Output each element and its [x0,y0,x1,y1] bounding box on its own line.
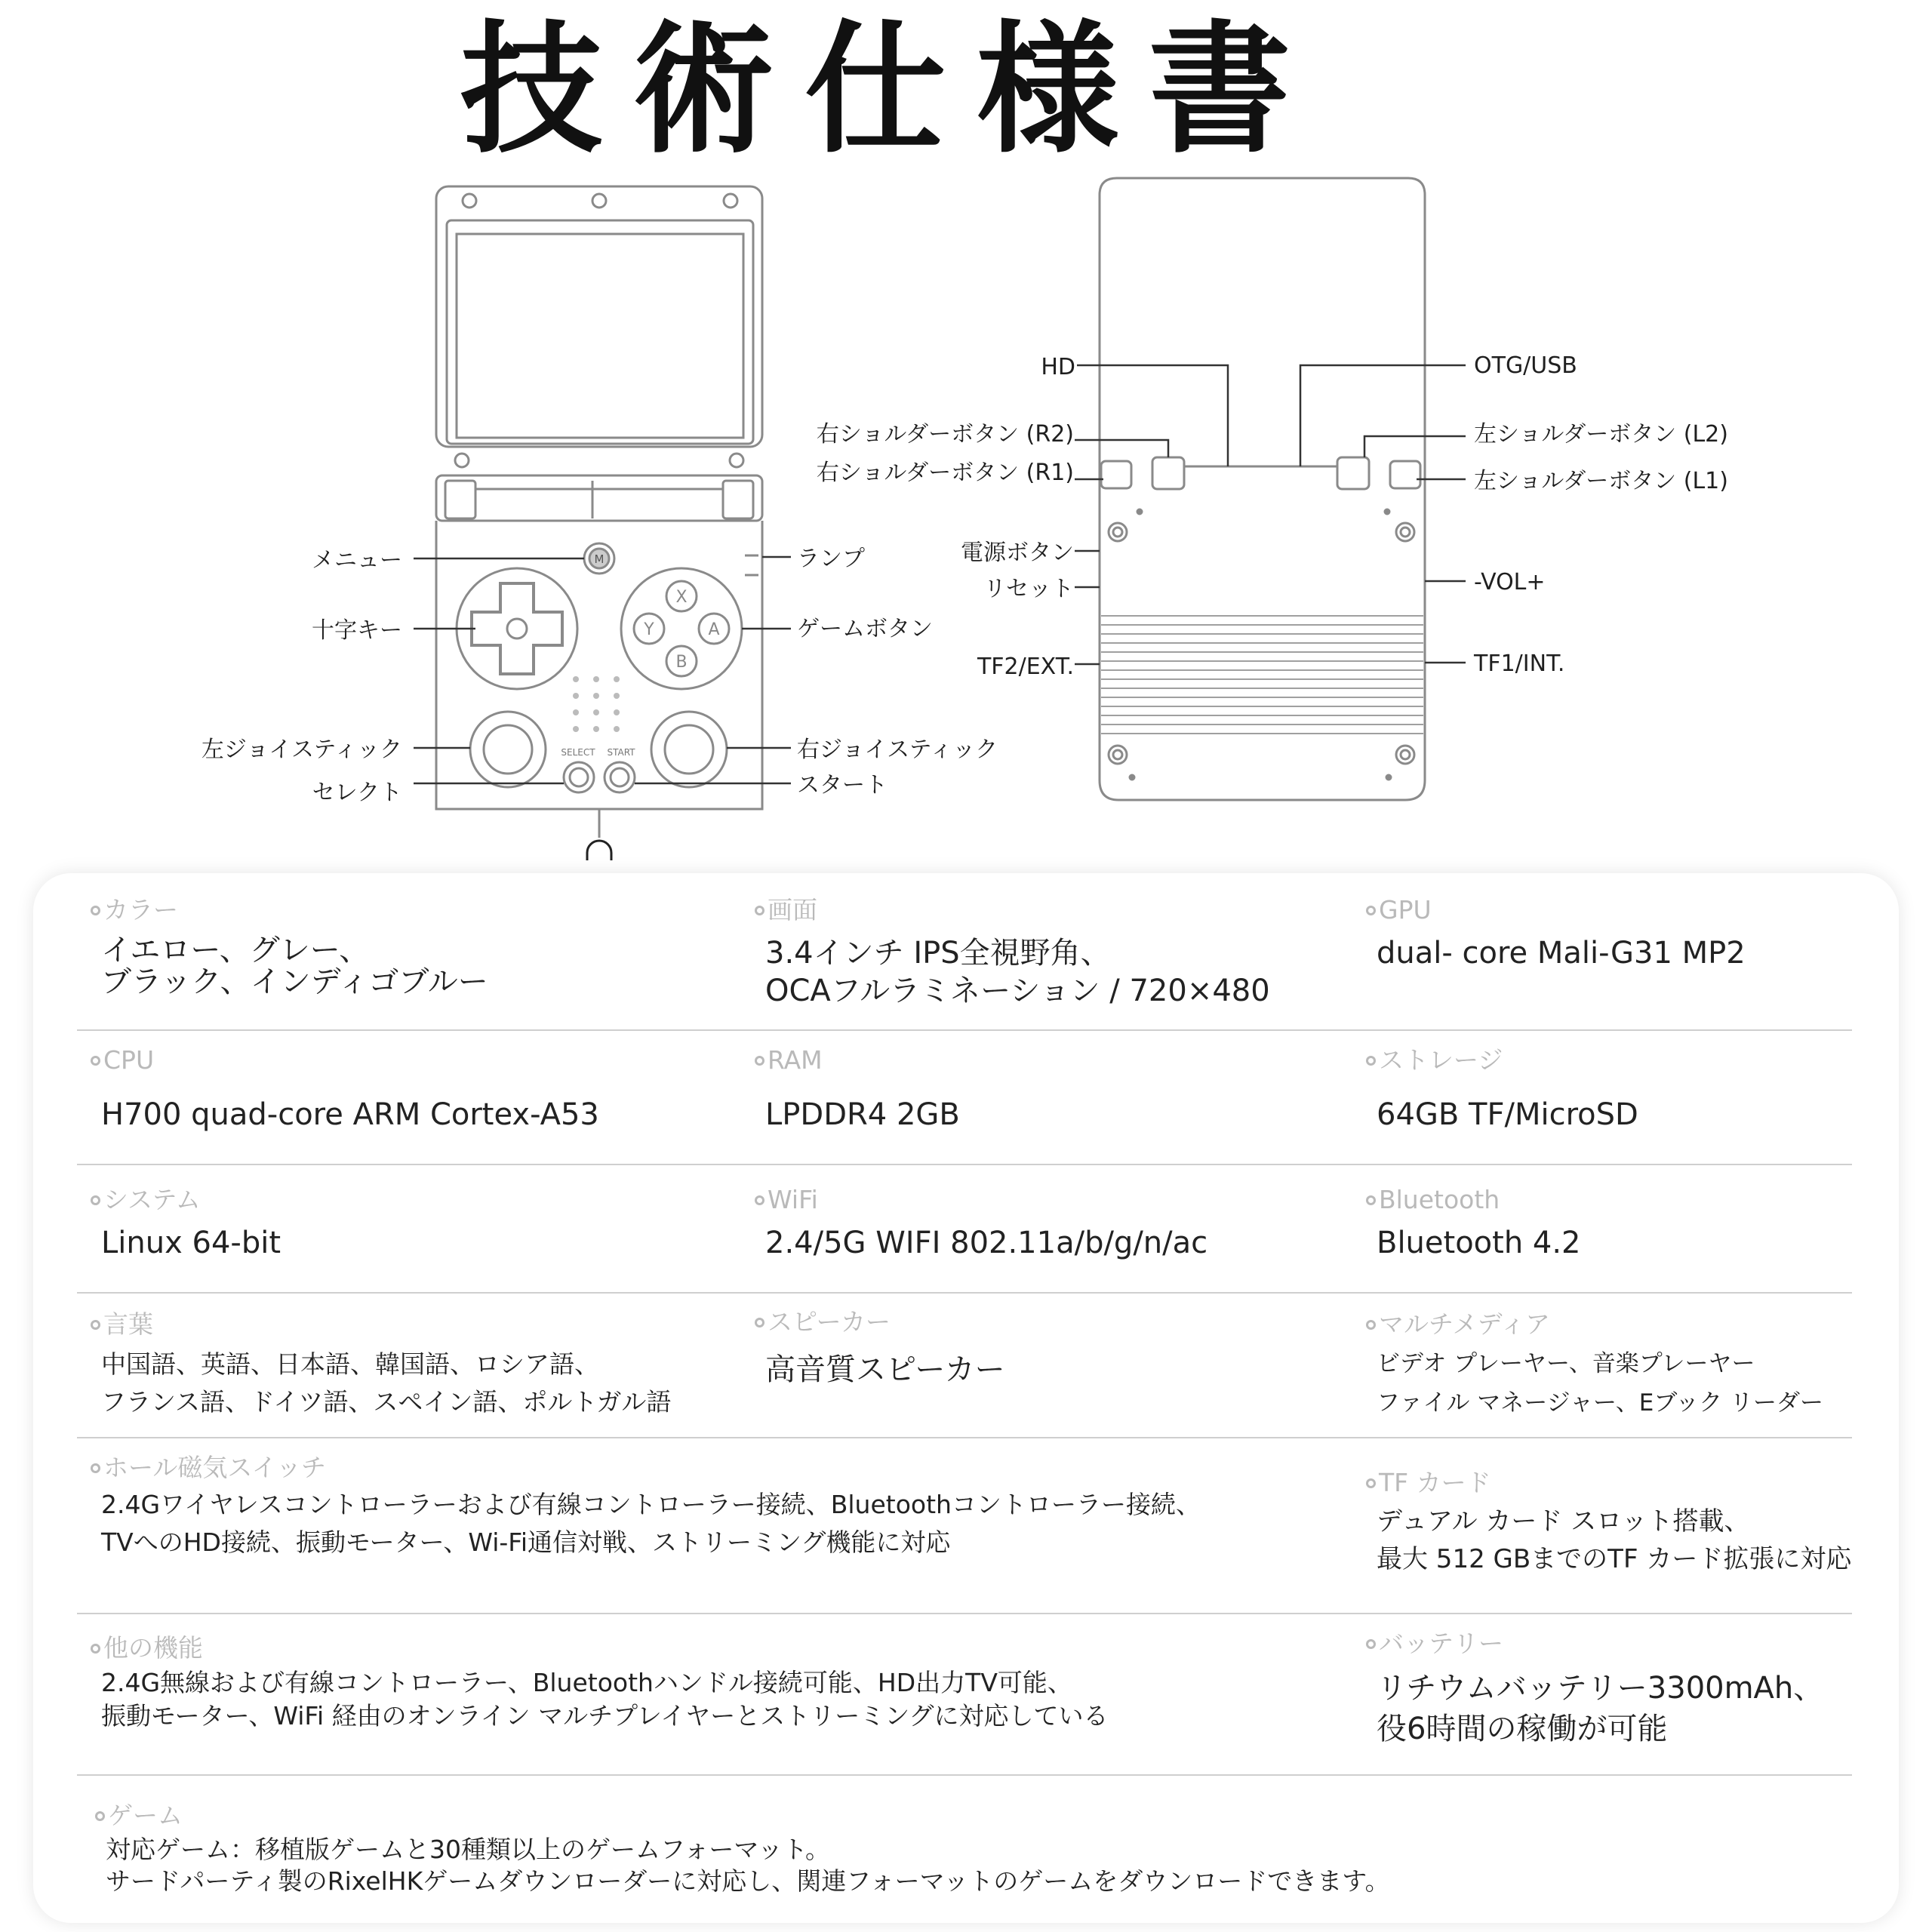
x-button-mark: X [675,588,688,607]
right-stick-label: 右ジョイスティック [797,737,998,763]
spec-speaker [755,1307,1005,1389]
spec-language [91,1309,671,1421]
spec-wifi [755,1185,1208,1262]
power-label: 電源ボタン [961,540,1074,566]
menu-label: メニュー [312,547,402,574]
spec-hall [91,1453,1201,1561]
bullet-icon [1366,1639,1376,1649]
spec-value: リチウムバッテリー3300mAh、 役6時間の稼働が可能 [1377,1671,1824,1746]
bullet-icon [1366,1320,1376,1330]
tf2-label: TF2/EXT. [977,654,1074,680]
spec-value: 2.4Gワイヤレスコントローラーおよび有線コントローラー接続、Bluetoothコントローラー接続、 TVへのHD接続、振動モーター、Wi-Fi通信対戦、ストリーミング機能に対応 [101,1490,1201,1557]
spec-value: 2.4G無線および有線コントローラー、Bluetoothハンドル接続可能、HD出力TV可能、 振動モーター、WiFi 経由のオンライン マルチプレイヤーとストリーミングに対応している [101,1668,1109,1730]
b-button-mark: B [675,653,688,672]
spec-cpu [91,1045,599,1134]
bullet-icon [91,906,100,915]
dpad-label: 十字キー [312,617,402,644]
row-divider [77,1292,1852,1294]
select-label: セレクト [312,780,402,806]
spec-ram [755,1045,960,1134]
spec-bluetooth [1366,1185,1581,1262]
spec-value: ビデオ プレーヤー、音楽プレーヤー ファイル マネージャー、Eブック リーダー [1377,1350,1824,1417]
bullet-icon [755,1318,764,1327]
bullet-icon [91,1644,100,1654]
spec-value: 高音質スピーカー [765,1352,1005,1387]
back-leader-lines [1075,365,1466,664]
spec-label: ゲーム [108,1801,183,1830]
row-divider [77,1613,1852,1614]
bullet-icon [91,1463,100,1473]
select-mark: SELECT [561,747,595,758]
bullet-icon [755,1056,764,1066]
vol-label: -VOL+ [1474,569,1546,595]
spec-battery [1366,1629,1823,1749]
spec-label: システム [103,1185,201,1214]
row-divider [77,1164,1852,1165]
spec-color [91,895,488,998]
spec-label: GPU [1379,895,1432,924]
bullet-icon [91,1056,100,1066]
start-label: スタート [797,772,888,798]
spec-value: 2.4/5G WIFI 802.11a/b/g/n/ac [765,1226,1208,1260]
menu-button-mark: M [594,552,605,566]
r1-label: 右ショルダーボタン (R1) [816,460,1074,486]
spec-label: RAM [768,1045,823,1075]
spec-label: スピーカー [768,1307,891,1337]
r2-label: 右ショルダーボタン (R2) [816,421,1074,448]
bullet-icon [95,1811,105,1821]
bullet-icon [1366,1478,1376,1488]
tf1-label: TF1/INT. [1474,651,1565,677]
hd-label: HD [1041,354,1075,380]
spec-label: 言葉 [103,1309,153,1339]
a-button-mark: A [708,620,720,639]
lamp-label: ランプ [797,546,865,572]
spec-game [95,1801,1390,1897]
page-title: 技術仕様書 [460,8,1321,173]
spec-screen [755,895,1270,1010]
row-divider [77,1774,1852,1776]
device-diagram [0,0,1932,875]
spec-value: dual- core Mali-G31 MP2 [1377,936,1746,971]
spec-multimedia [1366,1309,1823,1423]
spec-value: H700 quad-core ARM Cortex-A53 [101,1097,599,1132]
spec-gpu [1366,895,1746,972]
l1-label: 左ショルダーボタン (L1) [1474,468,1728,494]
l2-label: 左ショルダーボタン (L2) [1474,421,1728,448]
spec-label: CPU [103,1045,155,1075]
spec-label: 画面 [768,895,817,924]
spec-value: 中国語、英語、日本語、韓国語、ロシア語、 フランス語、ドイツ語、スペイン語、ポルトガル語 [101,1349,672,1417]
spec-value: Linux 64-bit [101,1226,281,1260]
row-divider [77,1029,1852,1031]
otg-label: OTG/USB [1474,352,1577,379]
spec-value: 64GB TF/MicroSD [1377,1097,1638,1132]
back-vents [1101,616,1423,734]
bullet-icon [91,1195,100,1205]
reset-label: リセット [983,576,1074,602]
spec-label: Bluetooth [1379,1185,1500,1214]
bullet-icon [1366,1195,1376,1205]
spec-label: バッテリー [1379,1629,1503,1658]
y-button-mark: Y [644,620,654,639]
game-buttons-label: ゲームボタン [797,616,933,642]
spec-label: ストレージ [1379,1045,1503,1075]
row-divider [77,1437,1852,1438]
spec-label: ホール磁気スイッチ [103,1453,327,1482]
bullet-icon [91,1320,100,1330]
spec-value: イエロー、グレー、 ブラック、インディゴブルー [101,933,488,999]
spec-value: 対応ゲーム：移植版ゲームと30種類以上のゲームフォーマット。 サードパーティ製のRixelHKゲームダウンローダーに対応し、関連フォーマットのゲームをダウンロードできます。 [106,1835,1390,1896]
start-mark: START [607,747,635,758]
spec-value: Bluetooth 4.2 [1377,1226,1581,1260]
spec-label: 他の機能 [103,1633,203,1663]
front-view-drawing [436,186,762,860]
spec-system [91,1185,281,1262]
spec-tf-card [1366,1468,1851,1578]
spec-label: WiFi [768,1185,818,1214]
bullet-icon [755,1195,764,1205]
spec-other [91,1633,1109,1733]
back-labels [817,352,1728,680]
spec-label: カラー [103,895,178,924]
spec-value: デュアル カード スロット搭載、 最大 512 GBまでのTF カード拡張に対応 [1377,1506,1852,1574]
spec-label: マルチメディア [1379,1309,1551,1339]
front-labels [202,546,998,806]
spec-value: LPDDR4 2GB [765,1097,960,1132]
left-stick-label: 左ジョイスティック [201,737,402,763]
bullet-icon [1366,906,1376,915]
spec-label: TF カード [1379,1468,1491,1497]
bullet-icon [755,906,764,915]
spec-storage [1366,1045,1638,1134]
bullet-icon [1366,1056,1376,1066]
spec-value: 3.4インチ IPS全視野角、 OCAフルラミネーション / 720×480 [765,936,1270,1008]
